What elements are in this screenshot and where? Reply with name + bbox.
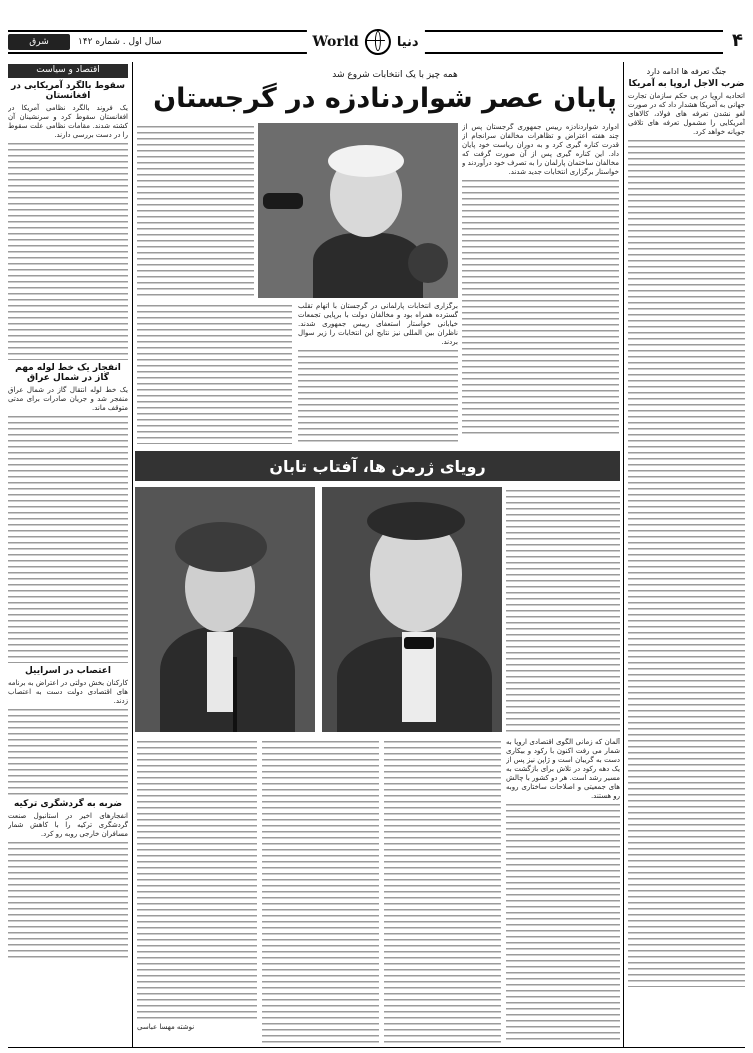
bottom-col-2 [384,738,501,1043]
right-text: اتحادیه اروپا در پی حکم سازمان تجارت جهانی به آمریکا هشدار داد که در صورت لغو نشدن تعرفه های فولاد، کالاهای آمریکایی را مشمول تعرفه های تلافی جویانه خواهد کرد. [628,92,745,136]
lead-body-lower-mid [298,302,458,444]
bottom-col-1 [506,738,620,1043]
text-lines [384,738,501,1043]
news-item-title: ضربه به گردشگری ترکیه [13,798,123,809]
text-lines [137,302,292,444]
bottom-text: آلمان که زمانی الگوی اقتصادی اروپا به شمار می رفت اکنون با رکود و بیکاری دست به گریبان است و ژاپن نیز پس از یک دهه رکود در تلاش برای بازگشت به مسیر رشد است. هر دو کشور با چالش های جمعیتی و اصلاحات ساختاری روبه رو هستند. [506,738,620,800]
issue-info: سال اول . شماره ۱۴۲ [78,37,162,47]
column-rule [623,62,624,1047]
main-headline: پایان عصر شواردنادزه در گرجستان [153,83,617,114]
feature-photo-left [135,487,315,732]
photo-microphone [233,657,237,732]
headline-kicker: همه چیز با یک انتخابات شروع شد [332,70,458,80]
photo-shirt [207,632,233,712]
news-item-title: سقوط بالگرد آمریکایی در افغانستان [11,80,125,101]
text-lines [628,137,745,987]
text-lines [506,801,620,1043]
news-item-title: انفجار یک خط لوله مهم گاز در شمال عراق [15,362,121,383]
text-lines [8,706,128,796]
news-item-title: اعتصاب در اسراییل [25,665,111,676]
section-label-fa: دنیا [396,34,419,50]
news-item-text: انفجارهای اخیر در استانبول صنعت گردشگری ترکیه را با کاهش شمار مسافران خارجی روبه رو کرد. [8,811,128,838]
text-lines [137,738,257,1023]
photo-hair [328,145,404,177]
text-lines [262,738,379,1043]
lead-text: ادوارد شواردنادزه رییس جمهوری گرجستان پس از چند هفته اعتراض و تظاهرات مخالفان سرانجام از قدرت کناره گیری کرد و به دوران ریاست خود پایان داد. این کناره گیری پس از آن صورت گرفت که مخالفان ساختمان پارلمان را به تصرف خود درآوردند و خواستار برگزاری انتخابات جدید شدند. [462,123,619,176]
page-number: ۴ [732,30,743,51]
left-column [8,64,128,1044]
header-left [8,34,162,50]
body-text: برگزاری انتخابات پارلمانی در گرجستان با اتهام تقلب گسترده همراه بود و مخالفان دولت با برپایی تجمعات خیابانی خواستار استعفای رییس جمهوری شدند. ناظران بین المللی نیز نتایج این انتخابات را زیر سوال بردند. [298,302,458,346]
feature-text-right [506,487,620,732]
left-section-title: اقتصاد و سیاست [8,64,128,78]
bottom-rule [8,1047,745,1048]
feature-photo-right [322,487,502,732]
text-lines [8,839,128,959]
lead-body-lower-left [137,302,292,444]
photo-hair [175,522,267,572]
news-item-text: کارکنان بخش دولتی در اعتراض به برنامه های اقتصادی دولت دست به اعتصاب زدند. [8,678,128,705]
bottom-col-4 [137,738,257,1043]
right-column [628,64,745,1044]
text-lines [298,347,458,442]
column-rule [132,62,133,1047]
text-lines [8,413,128,663]
lead-text-left [137,123,254,298]
section-label-en: World [312,34,359,50]
photo-bowtie [404,637,434,649]
right-kicker: جنگ تعرفه ها ادامه دارد [646,67,727,76]
globe-icon [365,29,391,55]
text-lines [8,140,128,360]
news-item-text: یک خط لوله انتقال گاز در شمال عراق منفجر شد و جریان صادرات برای مدتی متوقف ماند. [8,385,128,412]
news-item-text: یک فروند بالگرد نظامی آمریکا در افغانستان سقوط کرد و سرنشینان آن کشته شدند. مقامات نظامی علت سقوط را در دست بررسی دارند. [8,103,128,139]
photo-microphone [263,193,303,209]
page-header [8,30,723,54]
lead-photo [258,123,458,298]
photo-microphone [408,243,448,283]
text-lines [462,177,619,437]
feature-banner: رویای ژرمن ها، آفتاب تابان [135,451,620,481]
masthead-logo: شرق [8,34,70,50]
text-lines [137,123,254,298]
text-lines [506,487,620,732]
section-label [306,29,424,55]
right-title: ضرب الاجل اروپا به آمریکا [628,79,745,89]
article-author: نوشته مهسا عباسی [137,1023,195,1031]
bottom-col-3 [262,738,379,1043]
photo-figure [313,233,423,298]
photo-hair [367,502,465,540]
lead-text-right [462,123,619,443]
